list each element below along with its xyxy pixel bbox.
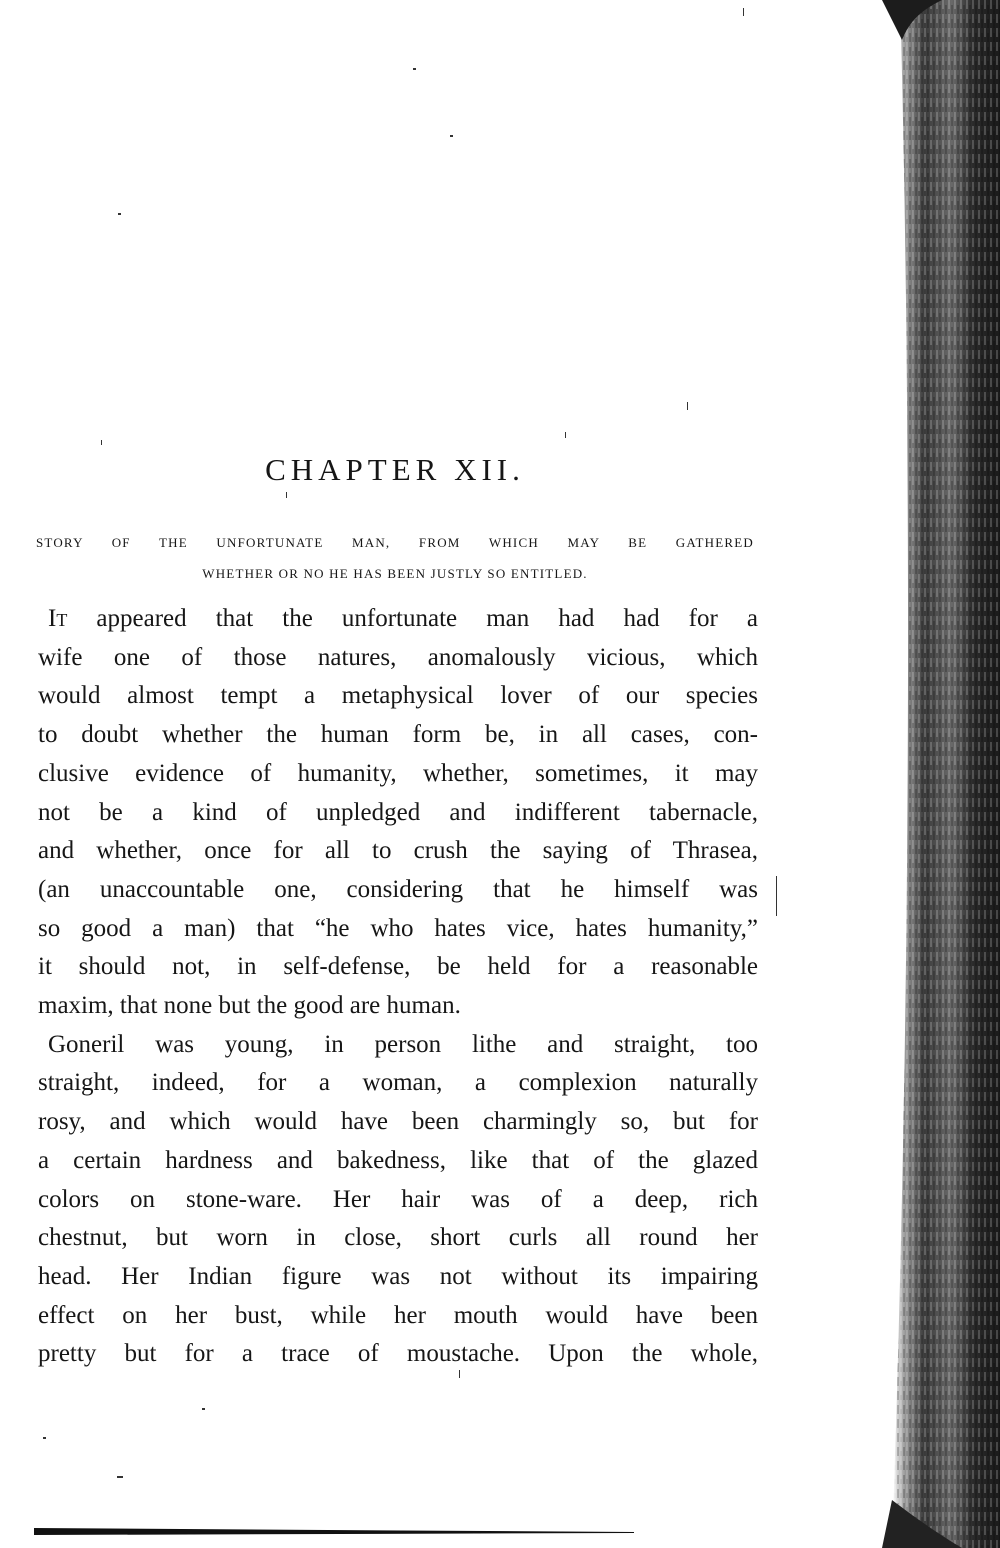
text-line: rosy, and which would have been charmingly so, but for [38,1108,758,1136]
book-page-edge [882,0,1000,1548]
text-line: head. Her Indian figure was not without its impairing [38,1262,758,1290]
chapter-subtitle-line: STORY OF THE UNFORTUNATE MAN, FROM WHICH MAY BE GATHERED [36,535,754,550]
scan-speck [776,876,777,916]
text-line: chestnut, but worn in close, short curls all round her [38,1224,758,1252]
text-line: (an unaccountable one, considering that he himself was [38,875,758,903]
text-line: maxim, that none but the good are human. [38,992,461,1020]
text-line [38,600,758,639]
text-line: so good a man) that “he who hates vice, hates humanity,” [38,914,758,942]
text-line: clusive evidence of humanity, whether, sometimes, it may [38,759,758,787]
text-line: straight, indeed, for a woman, a complexion naturally [38,1069,758,1097]
bottom-rule [34,1526,634,1536]
paragraph [38,1026,758,1374]
scan-speck [43,1437,46,1439]
scan-speck [202,1408,205,1410]
text-line: to doubt whether the human form be, in all cases, con- [38,721,758,749]
text-line: colors on stone-ware. Her hair was of a deep, rich [38,1185,758,1213]
text-line: Goneril was young, in person lithe and straight, too [48,1030,758,1058]
scan-speck [118,213,121,215]
scan-speck [117,1476,123,1478]
text-line: wife one of those natures, anomalously vicious, which [38,643,758,671]
chapter-body [38,600,758,1374]
scan-speck [286,492,287,498]
scan-speck [743,8,744,16]
scan-speck [565,432,566,438]
text-line: a certain hardness and bakedness, like that of the glazed [38,1146,758,1174]
scan-speck [450,135,453,137]
paragraph [38,600,758,1026]
chapter-subtitle-line: WHETHER OR NO HE HAS BEEN JUSTLY SO ENTITLED. [202,566,588,581]
text-fragment: appeared that the unfortunate man had had for a [67,605,758,632]
text-line: it should not, in self-defense, be held for a reasonable [38,953,758,981]
chapter-subtitle [36,527,754,589]
text-line: effect on her bust, while her mouth would have been [38,1301,758,1329]
text-line: and whether, once for all to crush the saying of Thrasea, [38,837,758,865]
text-line: would almost tempt a metaphysical lover of our species [38,682,758,710]
drop-initial: It [48,605,68,632]
scan-speck [101,440,102,445]
text-line: pretty but for a trace of moustache. Upon the whole, [38,1340,758,1368]
text-line: not be a kind of unpledged and indifferent tabernacle, [38,798,758,826]
scan-speck [413,68,416,70]
scan-speck [687,402,688,410]
chapter-title: CHAPTER XII. [265,452,525,487]
